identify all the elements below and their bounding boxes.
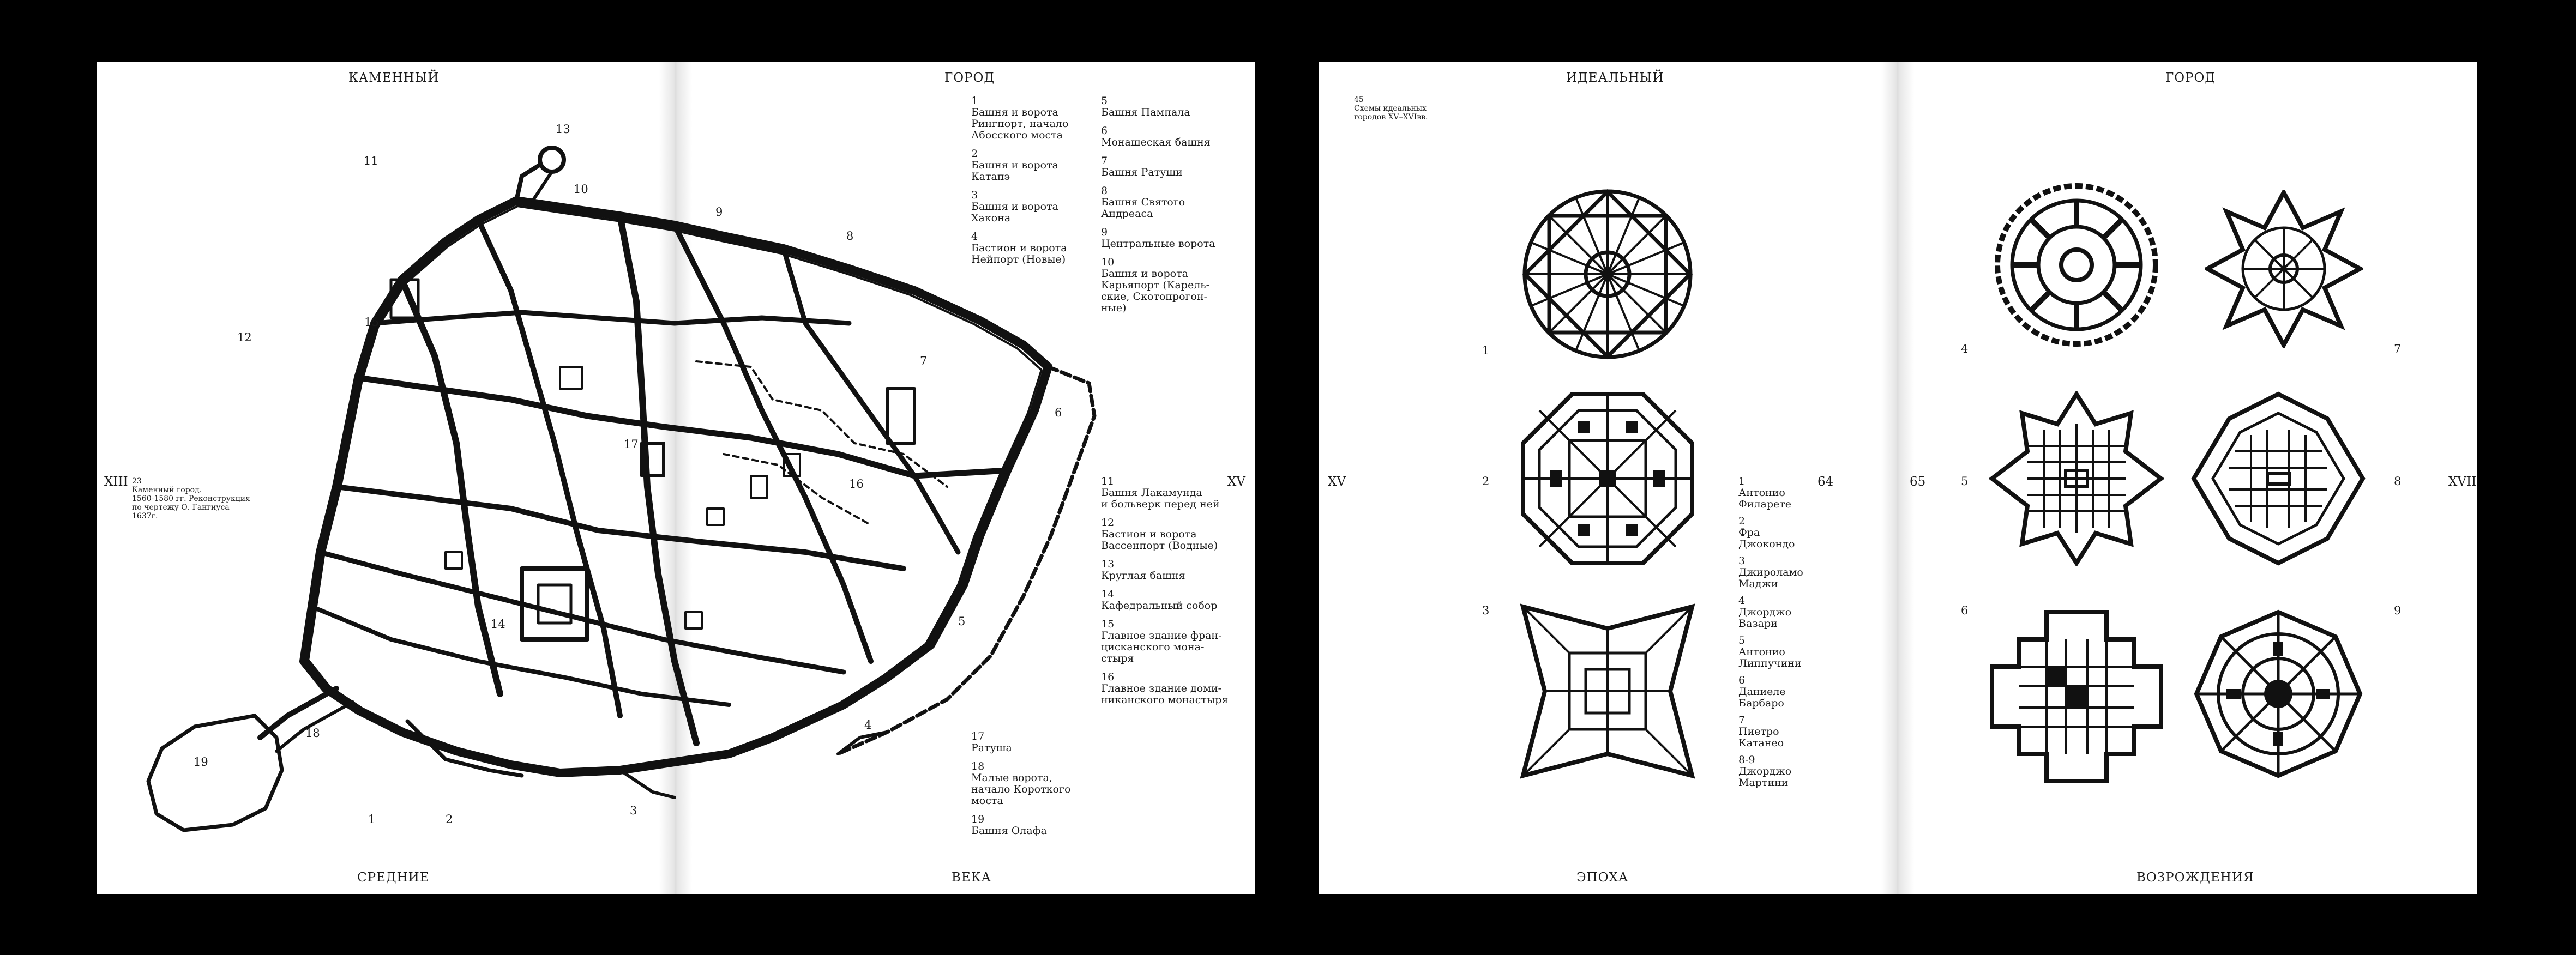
legend-item: 13 Круглая башня	[1101, 558, 1185, 582]
map-label: 19	[194, 755, 208, 769]
running-foot-left: ЭПОХА	[1576, 871, 1629, 885]
legend-item: 3 Башня и ворота Хакона	[971, 189, 1058, 224]
map-label: 10	[574, 183, 588, 196]
caption-text: Схемы идеальных городов XV–XVIвв.	[1354, 104, 1428, 122]
legend-item: 6 Монашеская башня	[1101, 125, 1211, 148]
legend-item: 14 Кафедральный собор	[1101, 588, 1218, 612]
page-number-right: XV	[1227, 475, 1245, 489]
map-label: 12	[237, 331, 252, 344]
legend-item: 7 Башня Ратуши	[1101, 155, 1183, 178]
running-head-right: ГОРОД	[944, 71, 995, 85]
city-wall	[304, 201, 1048, 773]
plan-number: 2	[1482, 475, 1490, 488]
map-label: 17	[624, 438, 639, 451]
map-label: 8	[846, 229, 854, 243]
plan-number: 3	[1482, 604, 1490, 617]
ideal-city-plan-8	[2191, 391, 2366, 566]
map-label: 2	[446, 813, 453, 826]
round-tower	[540, 148, 564, 172]
legend-item: 12 Бастион и ворота Вассенпорт (Водные)	[1101, 517, 1218, 552]
ideal-city-plan-4	[1992, 180, 2161, 349]
map-label: 15	[364, 316, 379, 329]
map-label: 1	[368, 813, 376, 826]
legend-item: 16 Главное здание доми- никанского монастыря	[1101, 671, 1229, 706]
ideal-city-plan-7	[2205, 190, 2363, 348]
legend-column-2	[1101, 95, 1232, 321]
legend-item: 4 Джорджо Вазари	[1738, 595, 1792, 630]
ideal-city-plan-5	[1989, 391, 2164, 566]
legend-item: 19 Башня Олафа	[971, 813, 1047, 837]
caption-number: 23	[132, 477, 142, 486]
legend-item: 5 Антонио Липпучини	[1738, 634, 1802, 669]
plan-number: 5	[1961, 475, 1969, 488]
legend-item: 2 Башня и ворота Катапэ	[971, 148, 1058, 183]
legend-item: 17 Ратуша	[971, 730, 1012, 754]
plan-number: 4	[1961, 342, 1969, 355]
caption-number: 45	[1354, 95, 1364, 104]
plan-number: 7	[2394, 342, 2402, 355]
legend-column-1	[971, 95, 1091, 273]
legend-item: 15 Главное здание фран- цисканского мона- стыря	[1101, 618, 1222, 664]
legend-item: 8-9 Джорджо Мартини	[1738, 754, 1792, 789]
plan-number: 6	[1961, 604, 1969, 617]
running-foot-right: ВОЗРОЖДЕНИЯ	[2136, 871, 2254, 885]
running-head-right: ГОРОД	[2165, 71, 2216, 85]
book-gutter	[1881, 62, 1914, 894]
ideal-city-plan-2	[1518, 389, 1698, 569]
page-number-right: XVII	[2448, 475, 2477, 489]
legend-item: 9 Центральные ворота	[1101, 226, 1215, 250]
page-number-left-arabic: 64	[1817, 475, 1834, 489]
legend-item: 1 Башня и ворота Рингпорт, начало Абосского моста	[971, 95, 1069, 141]
legend-item: 7 Пиетро Катанео	[1738, 714, 1784, 749]
ideal-city-plan-6	[1987, 607, 2166, 787]
ideal-city-plan-1	[1518, 184, 1698, 364]
map-label: 4	[864, 718, 872, 732]
legend-column-4	[971, 731, 1091, 844]
spread-ideal-city	[1319, 62, 2477, 894]
map-label: 16	[849, 478, 864, 491]
map-label: 11	[364, 154, 378, 167]
map-label: 5	[958, 615, 966, 628]
map-label: 3	[630, 804, 637, 817]
running-foot-left: СРЕДНИЕ	[357, 871, 430, 885]
map-label: 6	[1055, 406, 1062, 419]
legend-item: 18 Малые ворота, начало Короткого моста	[971, 760, 1071, 807]
legend-item: 8 Башня Святого Андреаса	[1101, 185, 1185, 220]
running-head-left: ИДЕАЛЬНЫЙ	[1566, 71, 1664, 85]
legend-item: 5 Башня Пампала	[1101, 95, 1190, 118]
map-label: 18	[305, 727, 320, 740]
figure-caption	[1354, 95, 1479, 122]
architects-legend	[1738, 475, 1834, 794]
legend-item: 11 Башня Лакамунда и больверк перед ней	[1101, 475, 1220, 510]
map-label: 14	[491, 618, 505, 631]
running-foot-right: ВЕКА	[952, 871, 991, 885]
map-label: 9	[715, 205, 723, 219]
legend-item: 4 Бастион и ворота Нейпорт (Новые)	[971, 231, 1067, 265]
page-number-right-arabic: 65	[1910, 475, 1926, 489]
plan-number: 1	[1482, 344, 1490, 357]
legend-item: 2 Фра Джокондо	[1738, 515, 1795, 550]
running-head-left: КАМЕННЫЙ	[348, 71, 440, 85]
legend-item: 3 Джироламо Маджи	[1738, 555, 1803, 590]
legend-item: 6 Даниеле Барбаро	[1738, 674, 1786, 709]
spread-stone-city	[97, 62, 1255, 894]
plan-number: 8	[2394, 475, 2402, 488]
caption-text: Каменный город. 1560-1580 гг. Реконструкция по чертежу О. Гангиуса 1637г.	[132, 486, 250, 521]
page-number-left: XIII	[104, 475, 128, 489]
legend-item: 1 Антонио Филарете	[1738, 475, 1791, 510]
legend-item: 10 Башня и ворота Карьяпорт (Карель- ские, Скотопрогон- ные)	[1101, 256, 1210, 314]
ideal-city-plan-3	[1518, 601, 1698, 781]
page-number-left: XV	[1328, 475, 1346, 489]
plan-number: 9	[2394, 604, 2402, 617]
ideal-city-plan-9	[2194, 609, 2363, 778]
map-label: 13	[556, 123, 570, 136]
map-label: 7	[920, 354, 928, 367]
legend-column-3	[1101, 476, 1243, 713]
